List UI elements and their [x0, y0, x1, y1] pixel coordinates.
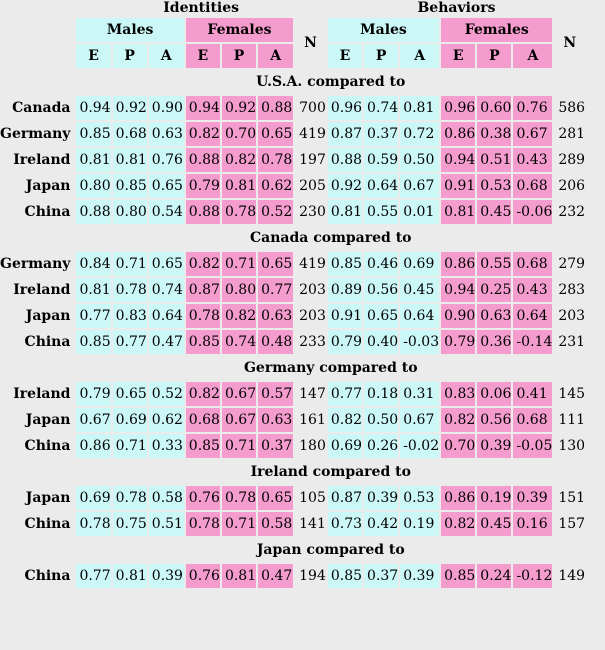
table-row	[0, 148, 585, 172]
country-label: Japan	[25, 412, 71, 428]
dim-header: A	[149, 44, 184, 68]
identities-n-value: 147	[299, 386, 326, 402]
country-label: Japan	[25, 308, 71, 324]
dim-header: E	[441, 44, 475, 68]
section-title: Ireland compared to	[250, 464, 411, 480]
behaviors-male-value: 0.87	[328, 122, 362, 146]
behaviors-male-value: 0.88	[328, 148, 362, 172]
behaviors-female-value: 0.70	[441, 434, 475, 458]
identities-n-value: 180	[299, 438, 326, 454]
behaviors-male-value: 0.91	[328, 304, 362, 328]
behaviors-male-value: -0.02	[400, 434, 439, 458]
identities-n-value: 194	[299, 568, 326, 584]
identities-male-value: 0.52	[149, 382, 184, 406]
identities-female-value: 0.81	[222, 174, 256, 198]
identities-n-value: 419	[299, 126, 326, 142]
identities-female-value: 0.65	[258, 122, 293, 146]
behaviors-male-value: 0.39	[364, 486, 398, 510]
behaviors-male-value: 0.89	[328, 278, 362, 302]
identities-females-header: Females	[186, 18, 293, 42]
identities-males-header: Males	[76, 18, 183, 42]
behaviors-male-value: 0.82	[328, 408, 362, 432]
identities-male-value: 0.90	[149, 96, 184, 120]
section-title: Germany compared to	[243, 360, 418, 376]
behaviors-male-value: 0.50	[400, 148, 439, 172]
behaviors-n-value: 151	[558, 490, 586, 506]
identities-male-value: 0.77	[76, 564, 110, 588]
identities-female-value: 0.58	[258, 512, 293, 536]
table-row	[0, 382, 585, 406]
country-label: Japan	[25, 178, 71, 194]
identities-female-value: 0.68	[186, 408, 220, 432]
table-row	[0, 564, 585, 588]
identities-female-value: 0.63	[258, 304, 293, 328]
identities-male-value: 0.92	[113, 96, 147, 120]
identities-male-value: 0.81	[76, 148, 110, 172]
identities-female-value: 0.78	[186, 512, 220, 536]
identities-male-value: 0.86	[76, 434, 110, 458]
country-label: China	[24, 438, 71, 454]
identities-male-value: 0.80	[76, 174, 110, 198]
behaviors-female-value: 0.94	[441, 148, 475, 172]
behaviors-male-value: 0.40	[364, 330, 398, 354]
behaviors-female-value: 0.24	[477, 564, 511, 588]
spacer-cell	[0, 356, 74, 380]
identities-n-value: 205	[299, 178, 326, 194]
identities-male-value: 0.77	[113, 330, 147, 354]
table-row	[0, 304, 585, 328]
behaviors-female-value: -0.14	[513, 330, 552, 354]
section-title: Canada compared to	[250, 230, 412, 246]
identities-female-value: 0.63	[258, 408, 293, 432]
identities-n-value: 141	[299, 516, 326, 532]
behaviors-female-value: 0.76	[513, 96, 552, 120]
behaviors-female-value: 0.94	[441, 278, 475, 302]
behaviors-male-value: 0.37	[364, 122, 398, 146]
behaviors-female-value: 0.36	[477, 330, 511, 354]
identities-female-value: 0.88	[186, 200, 220, 224]
behaviors-male-value: 0.55	[364, 200, 398, 224]
behaviors-female-value: 0.45	[477, 200, 511, 224]
section-row	[0, 356, 585, 380]
behaviors-male-value: -0.03	[400, 330, 439, 354]
identities-female-value: 0.82	[186, 252, 220, 276]
identities-male-value: 0.85	[113, 174, 147, 198]
country-label: Canada	[12, 100, 71, 116]
dim-header: E	[186, 44, 220, 68]
behaviors-male-value: 0.67	[400, 174, 439, 198]
behaviors-female-value: -0.06	[513, 200, 552, 224]
behaviors-female-value: 0.41	[513, 382, 552, 406]
identities-female-value: 0.79	[186, 174, 220, 198]
spacer-cell	[0, 70, 74, 94]
behaviors-female-value: -0.05	[513, 434, 552, 458]
dim-header: A	[258, 44, 293, 68]
identities-female-value: 0.71	[222, 252, 256, 276]
behaviors-n-value: 145	[558, 386, 586, 402]
identities-female-value: 0.88	[186, 148, 220, 172]
section-title: U.S.A. compared to	[256, 74, 406, 90]
behaviors-n-value: 157	[558, 516, 586, 532]
identities-female-value: 0.77	[258, 278, 293, 302]
dim-header: E	[76, 44, 110, 68]
identities-male-value: 0.79	[76, 382, 110, 406]
identities-female-value: 0.70	[222, 122, 256, 146]
behaviors-male-value: 0.77	[328, 382, 362, 406]
behaviors-male-value: 0.72	[400, 122, 439, 146]
identities-female-value: 0.82	[222, 304, 256, 328]
identities-n-header: N	[304, 35, 317, 51]
identities-female-value: 0.65	[258, 252, 293, 276]
table-row	[0, 252, 585, 276]
identities-male-value: 0.64	[149, 304, 184, 328]
identities-male-value: 0.88	[76, 200, 110, 224]
behaviors-female-value: 0.68	[513, 174, 552, 198]
identities-male-value: 0.84	[76, 252, 110, 276]
behaviors-n-value: 279	[558, 256, 586, 272]
behaviors-male-value: 0.39	[400, 564, 439, 588]
behaviors-male-value: 0.26	[364, 434, 398, 458]
identities-male-value: 0.78	[76, 512, 110, 536]
behaviors-male-value: 0.31	[400, 382, 439, 406]
behaviors-male-value: 0.85	[328, 564, 362, 588]
behaviors-female-value: 0.86	[441, 486, 475, 510]
behaviors-female-value: 0.83	[441, 382, 475, 406]
identities-n-value: 233	[299, 334, 326, 350]
identities-n-value: 105	[299, 490, 326, 506]
behaviors-female-value: 0.39	[477, 434, 511, 458]
behaviors-n-value: 586	[558, 100, 586, 116]
table-row	[0, 408, 585, 432]
identities-heading: Identities	[163, 0, 240, 16]
behaviors-female-value: 0.38	[477, 122, 511, 146]
behaviors-female-value: 0.86	[441, 252, 475, 276]
behaviors-n-value: 232	[558, 204, 586, 220]
dim-header: P	[477, 44, 511, 68]
identities-male-value: 0.62	[149, 408, 184, 432]
behaviors-n-value: 203	[558, 308, 586, 324]
identities-female-value: 0.85	[186, 434, 220, 458]
behaviors-female-value: -0.12	[513, 564, 552, 588]
identities-male-value: 0.65	[149, 174, 184, 198]
dim-header: P	[364, 44, 398, 68]
identities-male-value: 0.74	[149, 278, 184, 302]
identities-male-value: 0.75	[113, 512, 147, 536]
identities-female-value: 0.67	[222, 408, 256, 432]
behaviors-female-value: 0.85	[441, 564, 475, 588]
identities-male-value: 0.58	[149, 486, 184, 510]
identities-male-value: 0.65	[149, 252, 184, 276]
country-label: China	[24, 568, 71, 584]
country-label: Ireland	[13, 282, 71, 298]
behaviors-female-value: 0.67	[513, 122, 552, 146]
behaviors-male-value: 0.69	[328, 434, 362, 458]
behaviors-male-value: 0.46	[364, 252, 398, 276]
identities-male-value: 0.51	[149, 512, 184, 536]
identities-female-value: 0.74	[222, 330, 256, 354]
identities-female-value: 0.67	[222, 382, 256, 406]
behaviors-male-value: 0.92	[328, 174, 362, 198]
dim-header: P	[113, 44, 147, 68]
behaviors-male-value: 0.79	[328, 330, 362, 354]
table-row	[0, 200, 585, 224]
identities-male-value: 0.69	[76, 486, 110, 510]
section-title: Japan compared to	[256, 542, 405, 558]
behaviors-male-value: 0.67	[400, 408, 439, 432]
behaviors-female-value: 0.63	[477, 304, 511, 328]
section-row	[0, 538, 585, 562]
identities-female-value: 0.71	[222, 512, 256, 536]
identities-n-value: 230	[299, 204, 326, 220]
spacer-cell	[0, 538, 74, 562]
behaviors-male-value: 0.01	[400, 200, 439, 224]
country-label: Ireland	[13, 152, 71, 168]
table-row	[0, 486, 585, 510]
table-row	[0, 278, 585, 302]
identities-female-value: 0.78	[186, 304, 220, 328]
behaviors-male-value: 0.96	[328, 96, 362, 120]
behaviors-female-value: 0.60	[477, 96, 511, 120]
identities-male-value: 0.78	[113, 486, 147, 510]
identities-female-value: 0.82	[186, 122, 220, 146]
identities-male-value: 0.94	[76, 96, 110, 120]
behaviors-male-value: 0.59	[364, 148, 398, 172]
behaviors-female-value: 0.68	[513, 408, 552, 432]
table-body	[0, 70, 585, 588]
behaviors-female-value: 0.82	[441, 408, 475, 432]
behaviors-male-value: 0.37	[364, 564, 398, 588]
identities-female-value: 0.87	[186, 278, 220, 302]
behaviors-male-value: 0.85	[328, 252, 362, 276]
country-label: China	[24, 334, 71, 350]
behaviors-male-value: 0.81	[400, 96, 439, 120]
behaviors-male-value: 0.74	[364, 96, 398, 120]
identities-male-value: 0.85	[76, 330, 110, 354]
behaviors-female-value: 0.55	[477, 252, 511, 276]
identities-male-value: 0.78	[113, 278, 147, 302]
behaviors-n-value: 283	[558, 282, 586, 298]
identities-n-value: 161	[299, 412, 326, 428]
behaviors-female-value: 0.16	[513, 512, 552, 536]
identities-female-value: 0.81	[222, 564, 256, 588]
behaviors-male-value: 0.50	[364, 408, 398, 432]
section-row	[0, 226, 585, 250]
identities-female-value: 0.62	[258, 174, 293, 198]
identities-female-value: 0.80	[222, 278, 256, 302]
behaviors-male-value: 0.65	[364, 304, 398, 328]
identities-n-value: 203	[299, 308, 326, 324]
table-row	[0, 330, 585, 354]
identities-male-value: 0.68	[113, 122, 147, 146]
country-label: China	[24, 204, 71, 220]
identities-female-value: 0.94	[186, 96, 220, 120]
country-label: Ireland	[13, 386, 71, 402]
behaviors-females-header: Females	[441, 18, 552, 42]
dim-header: A	[400, 44, 439, 68]
behaviors-female-value: 0.39	[513, 486, 552, 510]
identities-male-value: 0.67	[76, 408, 110, 432]
behaviors-female-value: 0.81	[441, 200, 475, 224]
identities-male-value: 0.65	[113, 382, 147, 406]
dim-header: E	[328, 44, 362, 68]
behaviors-female-value: 0.90	[441, 304, 475, 328]
identities-male-value: 0.39	[149, 564, 184, 588]
behaviors-female-value: 0.43	[513, 148, 552, 172]
section-row	[0, 460, 585, 484]
country-label: Japan	[25, 490, 71, 506]
behaviors-male-value: 0.69	[400, 252, 439, 276]
behaviors-n-header: N	[563, 35, 577, 51]
behaviors-female-value: 0.56	[477, 408, 511, 432]
identities-female-value: 0.76	[186, 564, 220, 588]
identities-male-value: 0.81	[113, 564, 147, 588]
table-row	[0, 174, 585, 198]
behaviors-heading: Behaviors	[417, 0, 496, 16]
identities-male-value: 0.80	[113, 200, 147, 224]
identities-n-value: 203	[299, 282, 326, 298]
behaviors-male-value: 0.45	[400, 278, 439, 302]
table-row	[0, 434, 585, 458]
behaviors-n-value: 281	[558, 126, 586, 142]
identities-male-value: 0.81	[113, 148, 147, 172]
behaviors-n-value: 130	[558, 438, 586, 454]
country-label: China	[24, 516, 71, 532]
identities-female-value: 0.88	[258, 96, 293, 120]
behaviors-female-value: 0.91	[441, 174, 475, 198]
identities-male-value: 0.85	[76, 122, 110, 146]
country-label: Germany	[0, 126, 71, 142]
identities-male-value: 0.77	[76, 304, 110, 328]
identities-male-value: 0.47	[149, 330, 184, 354]
behaviors-female-value: 0.51	[477, 148, 511, 172]
identities-male-value: 0.81	[76, 278, 110, 302]
identities-male-value: 0.83	[113, 304, 147, 328]
behaviors-female-value: 0.06	[477, 382, 511, 406]
identities-female-value: 0.37	[258, 434, 293, 458]
behaviors-male-value: 0.64	[364, 174, 398, 198]
behaviors-female-value: 0.45	[477, 512, 511, 536]
behaviors-n-value: 231	[558, 334, 586, 350]
behaviors-female-value: 0.86	[441, 122, 475, 146]
identities-male-value: 0.71	[113, 434, 147, 458]
section-row	[0, 70, 585, 94]
identities-female-value: 0.76	[186, 486, 220, 510]
behaviors-n-value: 289	[558, 152, 586, 168]
behaviors-males-header: Males	[328, 18, 439, 42]
behaviors-male-value: 0.56	[364, 278, 398, 302]
identities-female-value: 0.52	[258, 200, 293, 224]
identities-female-value: 0.57	[258, 382, 293, 406]
identities-female-value: 0.82	[222, 148, 256, 172]
behaviors-male-value: 0.87	[328, 486, 362, 510]
table-row	[0, 512, 585, 536]
identities-female-value: 0.65	[258, 486, 293, 510]
identities-female-value: 0.47	[258, 564, 293, 588]
behaviors-male-value: 0.42	[364, 512, 398, 536]
identities-male-value: 0.69	[113, 408, 147, 432]
behaviors-male-value: 0.64	[400, 304, 439, 328]
table-row	[0, 96, 585, 120]
behaviors-female-value: 0.25	[477, 278, 511, 302]
country-label: Germany	[0, 256, 71, 272]
identities-male-value: 0.76	[149, 148, 184, 172]
identities-male-value: 0.33	[149, 434, 184, 458]
behaviors-n-value: 149	[558, 568, 586, 584]
behaviors-female-value: 0.19	[477, 486, 511, 510]
behaviors-female-value: 0.68	[513, 252, 552, 276]
behaviors-male-value: 0.81	[328, 200, 362, 224]
behaviors-female-value: 0.96	[441, 96, 475, 120]
identities-n-value: 419	[299, 256, 326, 272]
behaviors-n-value: 111	[558, 412, 586, 428]
identities-female-value: 0.78	[222, 200, 256, 224]
identities-male-value: 0.63	[149, 122, 184, 146]
behaviors-female-value: 0.82	[441, 512, 475, 536]
table-row	[0, 122, 585, 146]
behaviors-n-value: 206	[558, 178, 586, 194]
identities-female-value: 0.85	[186, 330, 220, 354]
behaviors-female-value: 0.43	[513, 278, 552, 302]
behaviors-female-value: 0.79	[441, 330, 475, 354]
identities-male-value: 0.71	[113, 252, 147, 276]
behaviors-male-value: 0.53	[400, 486, 439, 510]
identities-male-value: 0.54	[149, 200, 184, 224]
dim-header: P	[222, 44, 256, 68]
spacer-cell	[0, 460, 74, 484]
behaviors-male-value: 0.73	[328, 512, 362, 536]
identities-n-value: 197	[299, 152, 326, 168]
behaviors-female-value: 0.53	[477, 174, 511, 198]
identities-female-value: 0.71	[222, 434, 256, 458]
identities-female-value: 0.78	[258, 148, 293, 172]
spacer-cell	[0, 226, 74, 250]
identities-female-value: 0.48	[258, 330, 293, 354]
identities-female-value: 0.92	[222, 96, 256, 120]
identities-n-value: 700	[299, 100, 326, 116]
behaviors-male-value: 0.18	[364, 382, 398, 406]
identities-female-value: 0.78	[222, 486, 256, 510]
behaviors-female-value: 0.64	[513, 304, 552, 328]
dim-header: A	[513, 44, 552, 68]
behaviors-male-value: 0.19	[400, 512, 439, 536]
identities-female-value: 0.82	[186, 382, 220, 406]
